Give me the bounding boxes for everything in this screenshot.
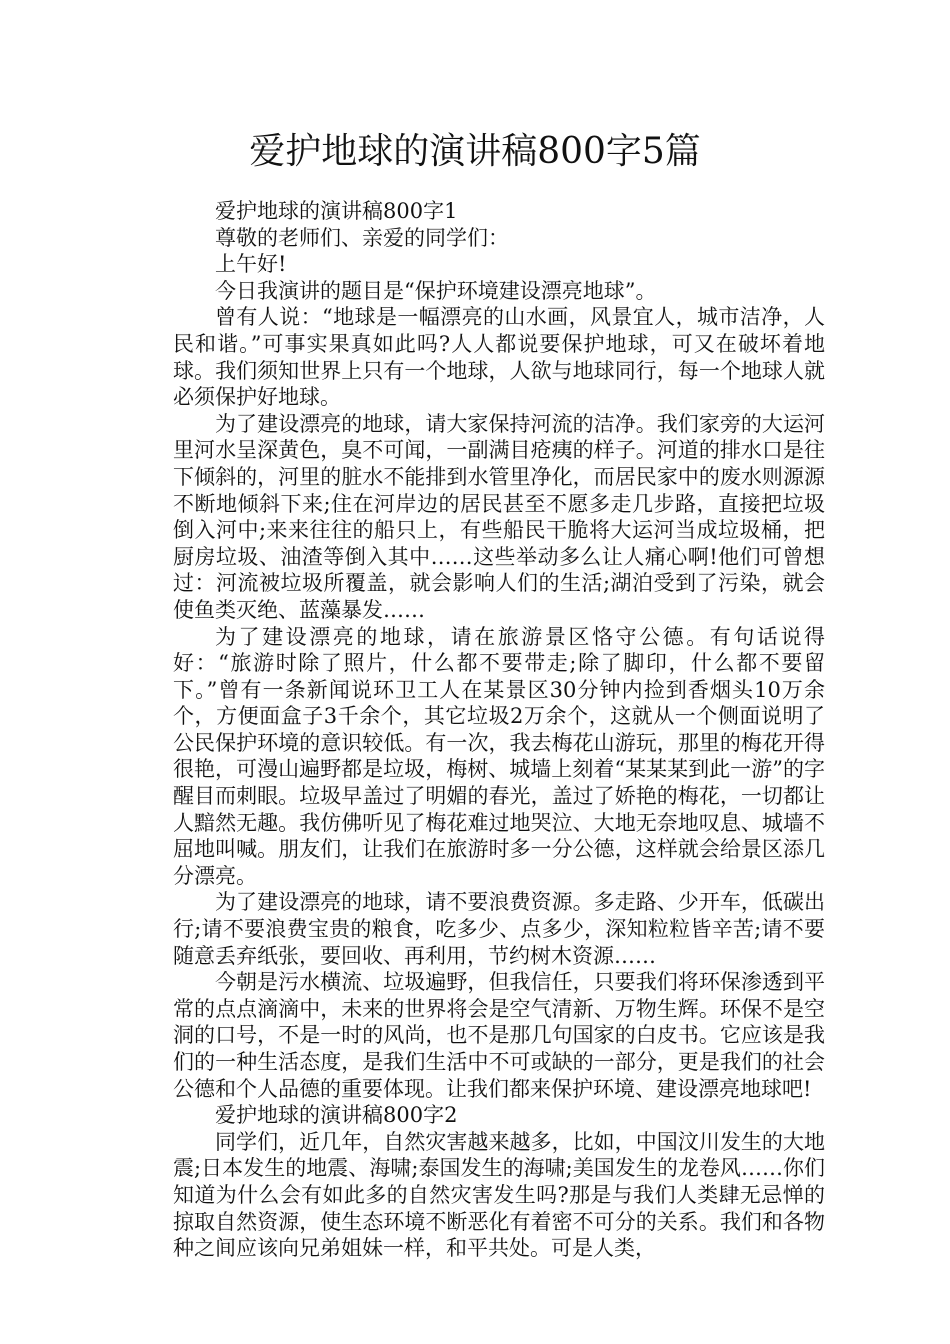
paragraph: 为了建设漂亮的地球，请大家保持河流的洁净。我们家旁的大运河里河水呈深黄色，臭不可闻，一副满目疮痍的样子。河道的排水口是往下倾斜的，河里的脏水不能排到水管里净化，而居民家中的废水则源源不断地倾斜下来;住在河岸边的居民甚至不愿多走几步路，直接把垃圾倒入河中;来来往往的船只上，有些船民干脆将大运河当成垃圾桶，把厨房垃圾、油渣等倒入其中……这些举动多么让人痛心啊!他们可曾想过：河流被垃圾所覆盖，就会影响人们的生活;湖泊受到了污染，就会使鱼类灭绝、蓝藻暴发…… (173, 411, 825, 622)
salutation: 尊敬的老师们、亲爱的同学们： (215, 225, 509, 250)
section-heading: 爱护地球的演讲稿800字2 (215, 1103, 458, 1128)
paragraph: 同学们，近几年，自然灾害越来越多，比如，中国汶川发生的大地震;日本发生的地震、海啸;泰国发生的海啸;美国发生的龙卷风……你们知道为什么会有如此多的自然灾害发生吗?那是与我们人类肆无忌惮的掠取自然资源，使生态环境不断恶化有着密不可分的关系。我们和各物种之间应该向兄弟姐妹一样，和平共处。可是人类， (173, 1129, 825, 1261)
paragraph: 曾有人说：“地球是一幅漂亮的山水画，风景宜人，城市洁净，人民和谐。”可事实果真如此吗?人人都说要保护地球，可又在破坏着地球。我们须知世界上只有一个地球，人欲与地球同行，每一个地球人就必须保护好地球。 (173, 305, 825, 410)
paragraph: 为了建设漂亮的地球，请在旅游景区恪守公德。有句话说得好：“旅游时除了照片，什么都不要带走;除了脚印，什么都不要留下。”曾有一条新闻说环卫工人在某景区30分钟内捡到香烟头10万余个，方便面盒子3千余个，其它垃圾2万余个，这就从一个侧面说明了公民保护环境的意识较低。有一次，我去梅花山游玩，那里的梅花开得很艳，可漫山遍野都是垃圾，梅树、城墙上刻着“某某某到此一游”的字醒目而刺眼。垃圾早盖过了明媚的春光，盖过了娇艳的梅花，一切都让人黯然无趣。我仿佛听见了梅花难过地哭泣、大地无奈地叹息、城墙不屈地叫喊。朋友们，让我们在旅游时多一分公德，这样就会给景区添几分漂亮。 (173, 624, 825, 888)
paragraph: 今日我演讲的题目是“保护环境建设漂亮地球”。 (215, 278, 657, 303)
document-body (173, 198, 825, 1262)
greeting: 上午好! (215, 252, 287, 277)
paragraph: 今朝是污水横流、垃圾遍野，但我信任，只要我们将环保渗透到平常的点点滴滴中，未来的世界将会是空气清新、万物生辉。环保不是空洞的口号，不是一时的风尚，也不是那几句国家的白皮书。它应该是我们的一种生活态度，是我们生活中不可或缺的一部分，更是我们的社会公德和个人品德的重要体现。让我们都来保护环境、建设漂亮地球吧! (173, 970, 825, 1101)
paragraph: 为了建设漂亮的地球，请不要浪费资源。多走路、少开车，低碳出行;请不要浪费宝贵的粮食，吃多少、点多少，深知粒粒皆辛苦;请不要随意丢弃纸张，要回收、再利用，节约树木资源…… (173, 890, 825, 968)
document-title: 爱护地球的演讲稿800字5篇 (249, 131, 701, 172)
section-heading: 爱护地球的演讲稿800字1 (215, 199, 458, 223)
